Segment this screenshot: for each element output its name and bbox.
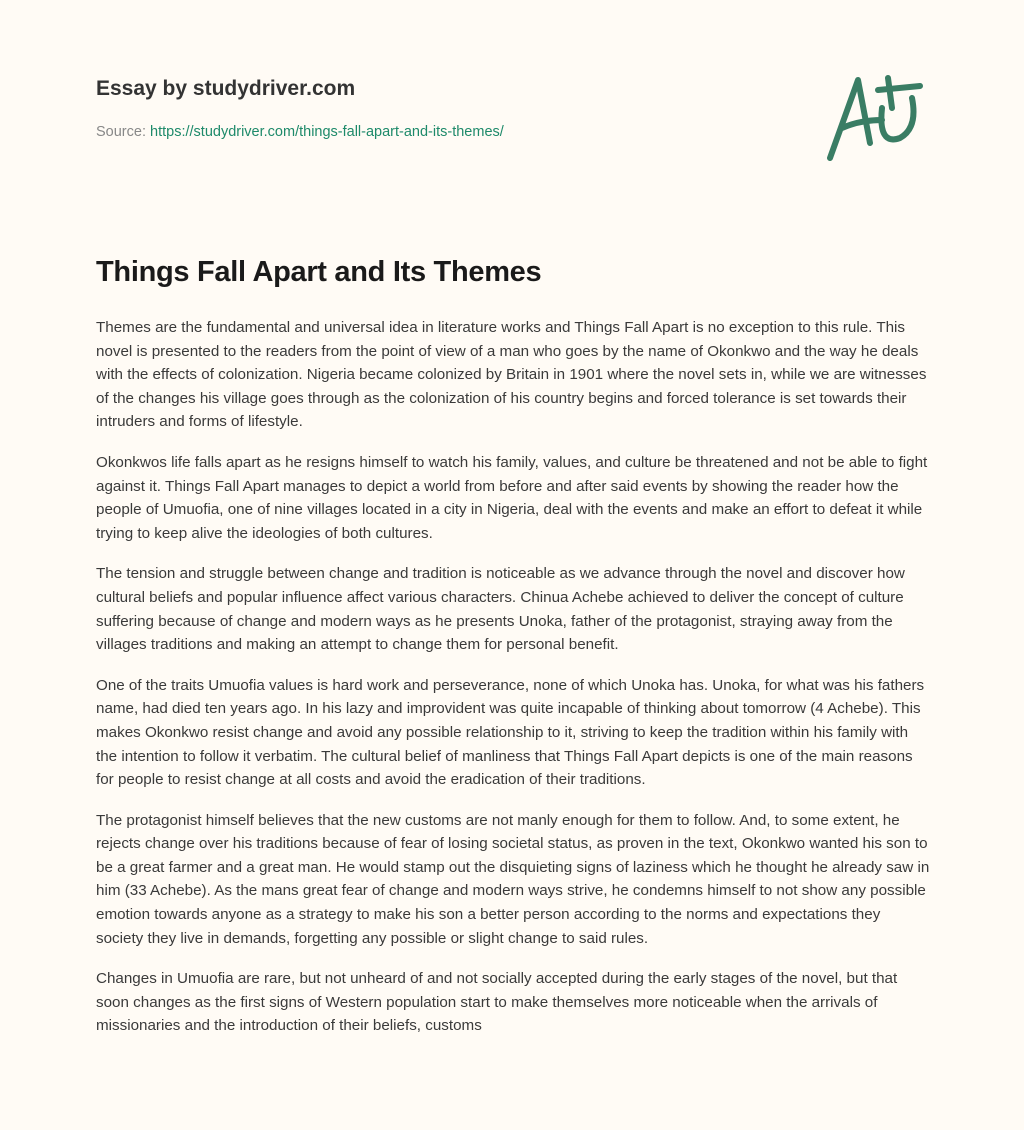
essay-paragraph: Okonkwos life falls apart as he resigns himself to watch his family, values, and culture be threatened and not be able to fight against it. Things Fall Apart manages to depict a world from before and after said events by showing the reader how the people of Umuofia, one of nine villages located in a city in Nigeria, deal with the events and make an effort to defeat it while trying to keep alive the ideologies of both cultures. <box>96 453 928 542</box>
essay-paragraph: One of the traits Umuofia values is hard work and perseverance, none of which Unoka has. Unoka, for what was his fathers name, had died ten years ago. In his lazy and improvident was quite incapable of thinking about tomorrow (4 Achebe). This makes Okonkwo resist change and avoid any possible relationship to it, striving to keep the tradition within his family with the intention to follow it verbatim. The cultural belief of manliness that Things Fall Apart depicts is one of the main reasons for people to resist change at all costs and avoid the eradication of their traditions. <box>96 676 925 789</box>
essay-paragraph: Themes are the fundamental and universal idea in literature works and Things Fall Apart is no exception to this rule. This novel is presented to the readers from the point of view of a man who goes by the name of Okonkwo and the way he deals with the effects of colonization. Nigeria became colonized by Britain in 1901 where the novel sets in, while we are witnesses of the changes his village goes through as the colonization of his country begins and forced tolerance is set towards their intruders and forms of lifestyle. <box>96 319 927 431</box>
essay-paragraph: Changes in Umuofia are rare, but not unheard of and not socially accepted during the early stages of the novel, but that soon changes as the first signs of Western population start to make themselves more noticeable when the arrivals of missionaries and the introduction of their beliefs, customs <box>96 970 898 1035</box>
source-label: Source: <box>96 124 146 140</box>
site-title: Essay by studydriver.com <box>96 77 356 100</box>
essay-title: Things Fall Apart and Its Themes <box>96 256 542 288</box>
essay-body <box>96 316 930 1055</box>
source-line <box>96 124 504 140</box>
essay-paragraph: The tension and struggle between change and tradition is noticeable as we advance through the novel and discover how cultural beliefs and popular influence affect various characters. Chinua Achebe achieved to deliver the concept of culture suffering because of change and modern ways as he presents Unoka, father of the protagonist, straying away from the villages traditions and making an attempt to change them for personal benefit. <box>96 565 905 654</box>
essay-paragraph: The protagonist himself believes that the new customs are not manly enough for them to follow. And, to some extent, he rejects change over his traditions because of fear of losing societal status, as proven in the text, Okonkwo wanted his son to be a great farmer and a great man. He would stamp out the disquieting signs of laziness which he thought he already saw in him (33 Achebe). As the mans great fear of change and modern ways strive, he condemns himself to not show any possible emotion towards anyone as a strategy to make his son a better person according to the norms and expectations they society they live in demands, forgetting any possible or slight change to said rules. <box>96 811 930 947</box>
source-link[interactable]: https://studydriver.com/things-fall-apart-and-its-themes/ <box>150 124 504 140</box>
a-plus-logo-icon <box>820 68 930 168</box>
